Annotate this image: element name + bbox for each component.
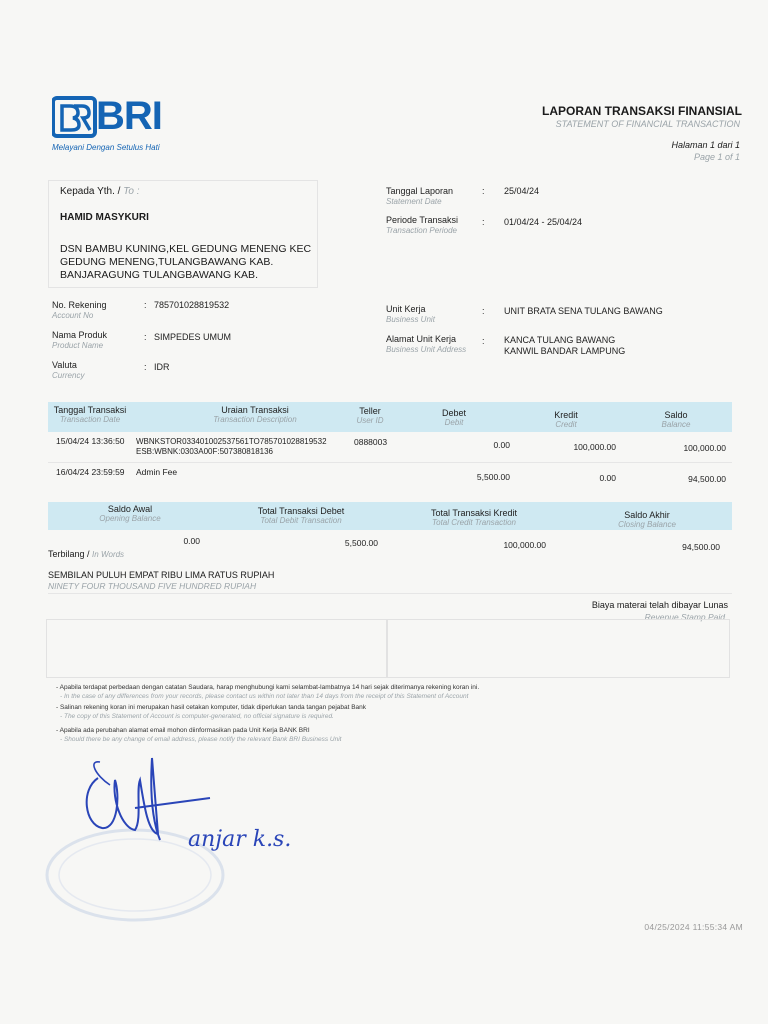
address-line: BANJARAGUNG TULANGBAWANG KAB. bbox=[60, 269, 258, 281]
currency-label-en: Currency bbox=[52, 371, 85, 380]
brand-name: BRI bbox=[96, 94, 162, 138]
colon: : bbox=[482, 306, 485, 316]
currency: IDR bbox=[154, 362, 170, 372]
period-label-en: Transaction Periode bbox=[386, 226, 457, 235]
header-balance bbox=[646, 410, 706, 429]
product-label-en: Product Name bbox=[52, 341, 104, 350]
note-text-en: - The copy of this Statement of Account is computer-generated, no official signature is required. bbox=[60, 713, 334, 720]
colon: : bbox=[144, 362, 147, 372]
note-text-en: - Should there be any change of email address, please notify the relevant Bank BRI Business Unit bbox=[60, 736, 342, 743]
note-text: - Apabila ada perubahan alamat email mohon diinformasikan pada Unit Kerja BANK BRI bbox=[56, 727, 310, 734]
address-line: GEDUNG MENENG,TULANGBAWANG KAB. bbox=[60, 256, 274, 268]
to-label-en: To : bbox=[123, 186, 140, 197]
colon: : bbox=[144, 300, 147, 310]
row-description: Admin Fee bbox=[136, 467, 178, 477]
opening-balance-label-en: Opening Balance bbox=[99, 514, 161, 523]
total-credit-label-en: Total Credit Transaction bbox=[431, 518, 517, 527]
currency-label: Valuta bbox=[52, 360, 77, 370]
stamp-paid-text: Biaya materai telah dibayar Lunas bbox=[591, 600, 728, 610]
header-teller bbox=[340, 406, 400, 425]
total-credit-header bbox=[404, 508, 544, 527]
colon: : bbox=[482, 186, 485, 196]
closing-balance-label: Saldo Akhir bbox=[624, 510, 670, 520]
total-debit: 5,500.00 bbox=[344, 538, 378, 548]
unit-address-label: Alamat Unit Kerja bbox=[386, 334, 457, 344]
section-divider bbox=[48, 593, 732, 594]
row-debit: 5,500.00 bbox=[476, 472, 510, 482]
opening-balance-header bbox=[70, 504, 190, 523]
header-balance-label: Saldo bbox=[664, 410, 688, 420]
to-label-group bbox=[60, 186, 140, 197]
statement-title-en: STATEMENT OF FINANCIAL TRANSACTION bbox=[555, 119, 740, 129]
brand-tagline: Melayani Dengan Setulus Hati bbox=[52, 143, 160, 152]
colon: : bbox=[482, 336, 485, 346]
period: 01/04/24 - 25/04/24 bbox=[504, 217, 583, 227]
unit-address-line2: KANWIL BANDAR LAMPUNG bbox=[504, 346, 626, 356]
statement-date-label-en: Statement Date bbox=[386, 197, 442, 206]
colon: : bbox=[144, 332, 147, 342]
total-debit-label-en: Total Debit Transaction bbox=[260, 516, 342, 525]
note-text: - Apabila terdapat perbedaan dengan catatan Saudara, harap menghubungi kami selambat-lambatnya 14 hari sejak diterimanya rekening koran ini. bbox=[56, 684, 480, 691]
total-debit-header bbox=[236, 506, 366, 525]
printed-timestamp: 04/25/2024 11:55:34 AM bbox=[644, 922, 743, 932]
in-words-label-en: In Words bbox=[92, 550, 125, 559]
header-date bbox=[48, 405, 132, 424]
in-words-label-group bbox=[48, 549, 124, 559]
header-description bbox=[170, 405, 340, 424]
unit-label: Unit Kerja bbox=[386, 304, 426, 314]
stamp-paid-text-en: Revenue Stamp Paid bbox=[644, 612, 725, 622]
total-debit-label: Total Transaksi Debet bbox=[257, 506, 345, 516]
total-credit-label: Total Transaksi Kredit bbox=[430, 508, 518, 518]
bri-logo-mark-icon bbox=[52, 96, 98, 140]
header-credit-en: Credit bbox=[555, 420, 577, 429]
account-no-label: No. Rekening bbox=[52, 300, 107, 310]
opening-balance: 0.00 bbox=[183, 536, 200, 546]
stamp-box-left bbox=[46, 619, 388, 678]
period-label: Periode Transaksi bbox=[386, 215, 459, 225]
header-credit bbox=[536, 410, 596, 429]
row-debit: 0.00 bbox=[493, 440, 510, 450]
recipient-address bbox=[60, 243, 311, 282]
in-words-text: SEMBILAN PULUH EMPAT RIBU LIMA RATUS RUPIAH bbox=[48, 570, 275, 580]
statement-date-label: Tanggal Laporan bbox=[386, 186, 454, 196]
row-date: 16/04/24 23:59:59 bbox=[56, 467, 125, 477]
closing-balance: 94,500.00 bbox=[682, 542, 720, 552]
closing-balance-header bbox=[592, 510, 702, 529]
row-description: WBNKSTOR033401002537561TO785701028819532 bbox=[136, 437, 327, 446]
page-number-en: Page 1 of 1 bbox=[693, 152, 740, 162]
row-balance: 94,500.00 bbox=[688, 474, 726, 484]
note-text: - Salinan rekening koran ini merupakan hasil cetakan komputer, tidak diperlukan tanda tangan pejabat Bank bbox=[56, 704, 367, 711]
row-credit: 100,000.00 bbox=[573, 442, 616, 452]
closing-balance-label-en: Closing Balance bbox=[618, 520, 676, 529]
unit-address-line1: KANCA TULANG BAWANG bbox=[504, 335, 616, 345]
header-debit-en: Debit bbox=[444, 418, 464, 427]
header-description-label: Uraian Transaksi bbox=[221, 405, 289, 415]
unit-label-en: Business Unit bbox=[386, 315, 435, 324]
header-date-en: Transaction Date bbox=[59, 415, 121, 424]
account-no: 785701028819532 bbox=[154, 300, 230, 310]
header-teller-label: Teller bbox=[359, 406, 381, 416]
total-credit: 100,000.00 bbox=[503, 540, 546, 550]
header-balance-en: Balance bbox=[661, 420, 691, 429]
opening-balance-label: Saldo Awal bbox=[107, 504, 153, 514]
header-debit bbox=[424, 408, 484, 427]
account-no-label-en: Account No bbox=[52, 311, 94, 320]
statement-date: 25/04/24 bbox=[504, 186, 540, 196]
to-label: Kepada Yth. / bbox=[60, 186, 121, 197]
row-credit: 0.00 bbox=[599, 473, 616, 483]
header-credit-label: Kredit bbox=[554, 410, 578, 420]
in-words-label: Terbilang / bbox=[48, 549, 90, 559]
in-words-text-en: NINETY FOUR THOUSAND FIVE HUNDRED RUPIAH bbox=[48, 581, 257, 591]
row-balance: 100,000.00 bbox=[683, 443, 726, 453]
header-date-label: Tanggal Transaksi bbox=[53, 405, 127, 415]
unit: UNIT BRATA SENA TULANG BAWANG bbox=[504, 306, 663, 316]
header-description-en: Transaction Description bbox=[213, 415, 297, 424]
signature-text: anjar k.s. bbox=[188, 827, 292, 852]
colon: : bbox=[482, 217, 485, 227]
signature-icon bbox=[40, 750, 320, 930]
stamp-box-right bbox=[386, 619, 730, 678]
row-description-2: ESB:WBNK:0303A00F:507380818136 bbox=[136, 447, 273, 456]
header-teller-en: User ID bbox=[356, 416, 384, 425]
row-date: 15/04/24 13:36:50 bbox=[56, 436, 125, 446]
address-line: DSN BAMBU KUNING,KEL GEDUNG MENENG KEC bbox=[60, 243, 312, 255]
row-teller: 0888003 bbox=[354, 437, 388, 447]
unit-address-label-en: Business Unit Address bbox=[386, 345, 467, 354]
note-text-en: - In the case of any differences from your records, please contact us within not later than 14 days from the receipt of this Statement of Account bbox=[60, 693, 469, 700]
header-debit-label: Debet bbox=[441, 408, 467, 418]
row-divider bbox=[48, 462, 732, 463]
product-label: Nama Produk bbox=[52, 330, 108, 340]
statement-title: LAPORAN TRANSAKSI FINANSIAL bbox=[542, 104, 742, 118]
recipient-name: HAMID MASYKURI bbox=[60, 212, 149, 223]
product: SIMPEDES UMUM bbox=[154, 332, 232, 342]
page-number: Halaman 1 dari 1 bbox=[671, 140, 740, 150]
